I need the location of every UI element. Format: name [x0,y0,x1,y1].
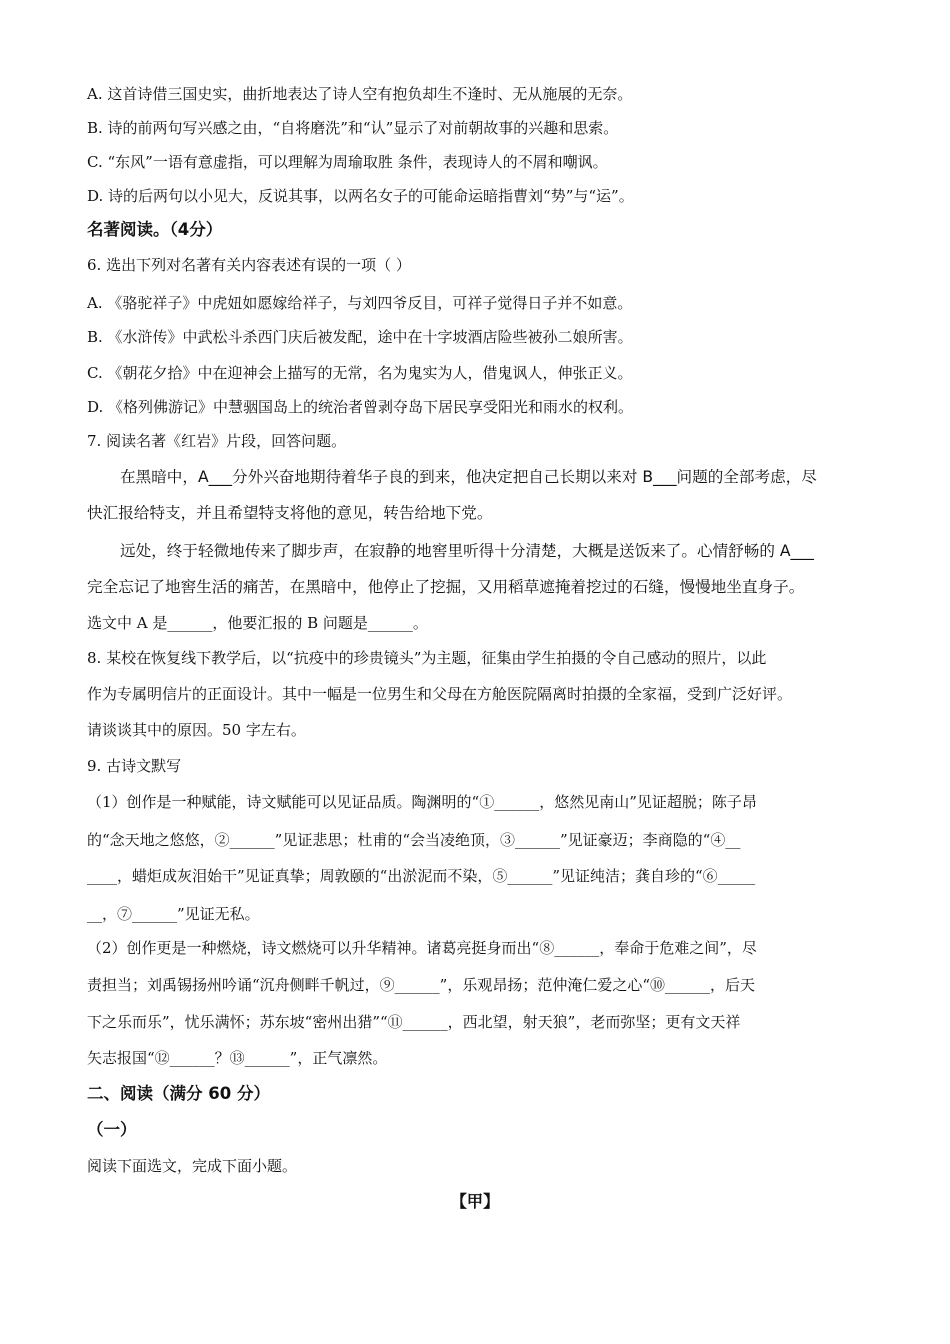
q9-part1-line: ____，蜡炬成灰泪始干”见证真挚；周敦颐的“出淤泥而不染，⑤______”见证纯洁；龚自珍的“⑥_____ [87,867,756,885]
q7-passage-line: 在黑暗中，A___分外兴奋地期待着华子良的到来，他决定把自己长期以来对 B___问题的全部考虑，尽 [120,468,817,486]
q9-stem: 9. 古诗文默写 [87,757,182,775]
text-label: 【甲】 [450,1192,500,1211]
subsection-heading: （一） [87,1120,137,1139]
section-heading-classics: 名著阅读。（4分） [87,220,223,239]
q7-passage-line: 快汇报给特支，并且希望特支将他的意见，转告给地下党。 [87,504,493,522]
q9-part2-line: （2）创作更是一种燃烧，诗文燃烧可以升华精神。诸葛亮挺身而出“⑧______，奉命于危难之间”，尽 [87,939,757,957]
q7-question: 选文中 A 是______，他要汇报的 B 问题是______。 [87,614,428,632]
reading-instruction: 阅读下面选文，完成下面小题。 [87,1157,298,1175]
q6-option-a: A. 《骆驼祥子》中虎妞如愿嫁给祥子，与刘四爷反目，可祥子觉得日子并不如意。 [87,294,633,312]
q5-option-b: B. 诗的前两句写兴感之由，“自将磨洗”和“认”显示了对前朝故事的兴趣和思索。 [87,119,619,137]
q7-stem: 7. 阅读名著《红岩》片段，回答问题。 [87,432,347,450]
q9-part1-line: 的“念天地之悠悠，②______”见证悲思；杜甫的“会当凌绝顶，③______”见证豪迈；李商隐的“④__ [87,831,741,849]
q6-option-c: C. 《朝花夕拾》中在迎神会上描写的无常，名为鬼实为人，借鬼讽人，伸张正义。 [87,364,633,382]
q7-passage-line: 远处，终于轻微地传来了脚步声，在寂静的地窖里听得十分清楚，大概是送饭来了。心情舒畅的 A___ [120,542,814,560]
q7-passage-line: 完全忘记了地窖生活的痛苦，在黑暗中，他停止了挖掘，又用稻草遮掩着挖过的石缝，慢慢地坐直身子。 [87,578,805,596]
q8-line: 请谈谈其中的原因。50 字左右。 [87,721,306,739]
q9-part1-line: __，⑦______”见证无私。 [87,905,260,923]
q6-option-b: B. 《水浒传》中武松斗杀西门庆后被发配，途中在十字坡酒店险些被孙二娘所害。 [87,328,633,346]
q6-option-d: D. 《格列佛游记》中慧骃国岛上的统治者曾剥夺岛下居民享受阳光和雨水的权利。 [87,398,634,416]
section-heading-reading: 二、阅读（满分 60 分） [87,1084,270,1103]
q6-stem: 6. 选出下列对名著有关内容表述有误的一项（ ） [87,256,411,274]
q8-line: 8. 某校在恢复线下教学后，以“抗疫中的珍贵镜头”为主题，征集由学生拍摄的令自己感动的照片，以此 [87,649,767,667]
q9-part2-line: 下之乐而乐”，忧乐满怀；苏东坡“密州出猎”“⑪______，西北望，射天狼”，老而弥坚；更有文天祥 [87,1013,741,1031]
q5-option-a: A. 这首诗借三国史实，曲折地表达了诗人空有抱负却生不逢时、无从施展的无奈。 [87,85,633,103]
q9-part2-line: 矢志报国“⑫______？⑬______”，正气凛然。 [87,1049,388,1067]
q9-part1-line: （1）创作是一种赋能，诗文赋能可以见证品质。陶渊明的“①______，悠然见南山”见证超脱；陈子昂 [87,793,757,811]
q5-option-c: C. “东风”一语有意虚指，可以理解为周瑜取胜 条件，表现诗人的不屑和嘲讽。 [87,153,608,171]
q8-line: 作为专属明信片的正面设计。其中一幅是一位男生和父母在方舱医院隔离时拍摄的全家福，受到广泛好评。 [87,685,793,703]
q5-option-d: D. 诗的后两句以小见大，反说其事，以两名女子的可能命运暗指曹刘“势”与“运”。 [87,187,634,205]
q9-part2-line: 责担当；刘禹锡扬州吟诵“沉舟侧畔千帆过，⑨______”，乐观昂扬；范仲淹仁爱之心“⑩______，后天 [87,976,756,994]
